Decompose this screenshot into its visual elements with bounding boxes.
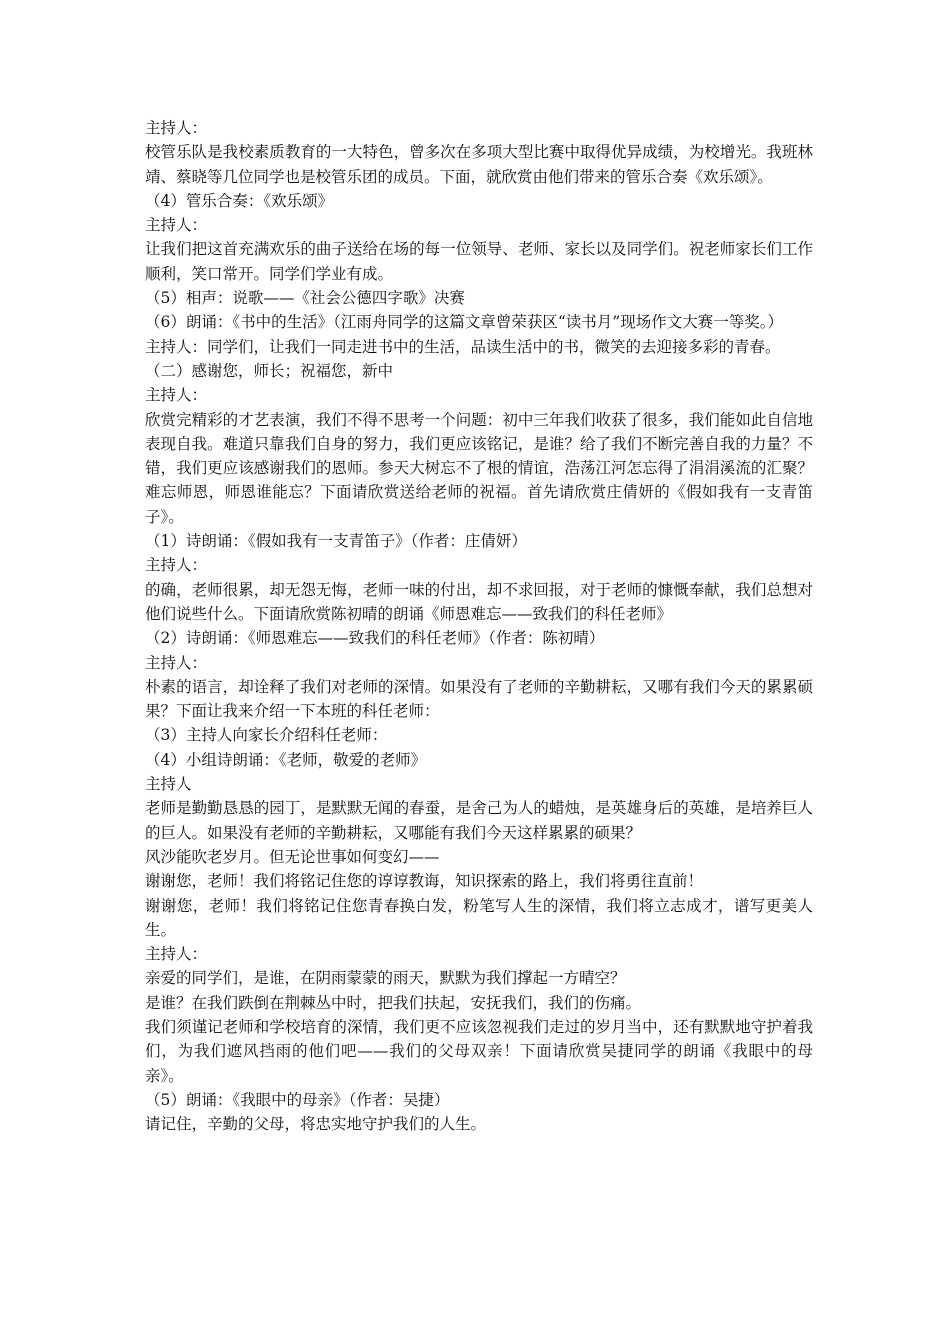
program-item: （5）相声：说歌——《社会公德四字歌》决赛: [145, 289, 465, 308]
paragraph: 朴素的语言，却诠释了我们对老师的深情。如果没有了老师的辛勤耕耘，又哪有我们今天的累累硕果？下面让我来介绍一下本班的科任老师：: [145, 677, 813, 721]
paragraph: 让我们把这首充满欢乐的曲子送给在场的每一位领导、老师、家长以及同学们。祝老师家长们工作顺利，笑口常开。同学们学业有成。: [145, 240, 813, 283]
program-item: （1）诗朗诵：《假如我有一支青笛子》（作者：庄倩妍）: [145, 532, 527, 551]
program-item: （3）主持人向家长介绍科任老师：: [145, 726, 388, 745]
program-item: （6）朗诵：《书中的生活》（江雨舟同学的这篇文章曾荣获区“读书月”现场作文大赛一等奖。）: [145, 313, 783, 332]
paragraph: 风沙能吹老岁月。但无论世事如何变幻——: [145, 847, 440, 866]
speaker-label: 主持人：: [145, 386, 208, 405]
paragraph: 是谁？在我们跌倒在荆棘丛中时，把我们扶起，安抚我们，我们的伤痛。: [145, 993, 642, 1012]
speaker-label: 主持人: [145, 775, 192, 794]
paragraph: 谢谢您，老师！我们将铭记住您的谆谆教诲，知识探索的路上，我们将勇往直前！: [145, 872, 704, 891]
paragraph: 谢谢您，老师！我们将铭记住您青春换白发，粉笔写人生的深情，我们将立志成才，谱写更美人生。: [145, 896, 813, 939]
document-body: [145, 116, 813, 1136]
paragraph: 亲爱的同学们，是谁，在阴雨蒙蒙的雨天，默默为我们撑起一方晴空？: [145, 969, 626, 988]
speaker-label: 主持人：: [145, 556, 208, 575]
paragraph: 校管乐队是我校素质教育的一大特色，曾多次在多项大型比赛中取得优异成绩，为校增光。我班林靖、蔡晓等几位同学也是校管乐团的成员。下面，就欣赏由他们带来的管乐合奏《欢乐颂》。: [145, 143, 813, 186]
speaker-label: 主持人：: [145, 119, 208, 137]
paragraph: 请记住，辛勤的父母，将忠实地守护我们的人生。: [145, 1115, 487, 1134]
paragraph: 的确，老师很累，却无怨无悔，老师一味的付出，却不求回报，对于老师的慷慨奉献，我们总想对他们说些什么。下面请欣赏陈初晴的朗诵《师恩难忘——致我们的科任老师》: [145, 580, 813, 623]
program-item: （5）朗诵：《我眼中的母亲》（作者：吴捷）: [145, 1090, 450, 1109]
speaker-label: 主持人：: [145, 945, 208, 964]
program-item: （2）诗朗诵：《师恩难忘——致我们的科任老师》（作者：陈初晴）: [145, 629, 605, 648]
program-item: （4）小组诗朗诵：《老师，敬爱的老师》: [145, 750, 427, 769]
paragraph: 我们须谨记老师和学校培育的深情，我们更不应该忽视我们走过的岁月当中，还有默默地守护着我们，为我们遮风挡雨的他们吧——我们的父母双亲！下面请欣赏吴捷同学的朗诵《我眼中的母亲》。: [145, 1017, 813, 1085]
paragraph: 老师是勤勤恳恳的园丁，是默默无闻的春蚕，是舍己为人的蜡烛，是英雄身后的英雄，是培养巨人的巨人。如果没有老师的辛勤耕耘，又哪能有我们今天这样累累的硕果？: [145, 799, 813, 842]
speaker-label: 主持人：: [145, 216, 208, 235]
paragraph: 欣赏完精彩的才艺表演，我们不得不思考一个问题：初中三年我们收获了很多，我们能如此自信地表现自我。难道只靠我们自身的努力，我们更应该铭记，是谁？给了我们不断完善自我的力量？不错，我们更应该感谢我们的恩师。参天大树忘不了根的情谊，浩荡江河怎忘得了涓涓溪流的汇聚？难忘师恩，师恩谁能忘？下面请欣赏送给老师的祝福。首先请欣赏庄倩妍的《假如我有一支青笛子》。: [145, 410, 813, 526]
speaker-label: 主持人：: [145, 653, 208, 672]
section-heading: （二）感谢您，师长；祝福您，新中: [145, 361, 394, 380]
program-item: （4）管乐合奏：《欢乐颂》: [145, 191, 334, 210]
paragraph: 主持人：同学们，让我们一同走进书中的生活，品读生活中的书，微笑的去迎接多彩的青春。: [145, 337, 781, 356]
